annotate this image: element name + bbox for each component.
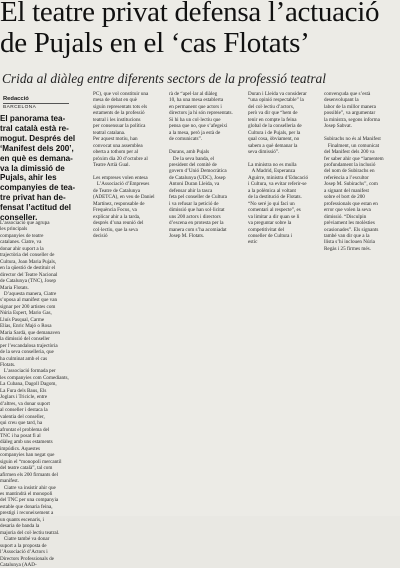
- headline-line-2: de Pujals en el ‘cas Flotats’: [0, 27, 310, 59]
- byline-city: BARCELONA: [3, 103, 69, 110]
- article-column-1: L’associació que agrupa les principals companyies de teatre catalanes. Ciatre, va donar ahir suport a la trajectòria del conseller de Cultura, Joan Maria Pujals, en la qüestió de destituir el director del Teatre Nacional de Catalunya (TNC), Josep Maria Flotats. D’aquesta manera, Ciatre s’oposa al manifest que van signar per 200 artistes com Núria Espert, Mario Gas, Lluís Pasqual, Carme Elías, Enric Majó o Rosa Maria Sardà, que demanaven la dimissió del conseller per l’escandalosa trajectòria de la seva conselleria, que ha culminat amb el cas Flotats. L’associació formada per les companyies com Comediants, La Cubana, Dagoll Dagom, La Fura dels Baus, Els Joglars i Tricicle, entre d’altres, va donar suport al conseller i destaca la valentia del conseller, qui creu que tard, ha afrontat el problema del TNC i ha posat fi al diàleg amb uns estaments impúdics. Aquestes companyies han negat que siguin el “monopoli mercantil del teatre català”, tal com afirmen els 200 firmants del manifest. Ciatre va insistir ahir que es mantindrà el monopoli del TNC per una companyia estable que donaria feina, prestigi i reconeixement a un quants escenaris, i desaria de banda la majoria del col·lectiu teatral. Ciatre també va donar suport a la proposta de l’Associació d’Actors i Directors Professionals de Catalunya (AAD-: [0, 220, 69, 568]
- byline: [3, 96, 69, 110]
- article-column-2: PC), que vol constituir una mesa de debat en què siguin representats tots els estaments de la professió teatral i les institucions per consensuar la política teatral catalana. Per aquest motiu, han convocat una assemblea oberta a tothom per al pròxim dia 20 d’octubre al Teatre Artià Gual. Les empreses volen entesa L’Associació d’Empreses de Teatre de Catalunya (ADETCA), en veu de Daniel Martínez, responsable de Frequència Focus, va explicar ahir a la tarda, després d’una reunió del col·lectiu, que la seva decisió: [93, 91, 155, 239]
- article-column-5: convençuda que s’està desenvolupant la labor de la millor manera possible”, va argumentar la ministra, segons informa Josep Sabvat. Subirachs no és al Manifest Finalment, un comunicat del Manifest dels 200 va fer saber ahir que “lamentem profundament la inclusió del nom de Subirachs en referència a l’escultor Josep M. Subirachs”, com a signant del manifest sobre el bort de 200 professionals que estan en error que volen la seva dimissió. “Disculpin prèviament les molèsties ocasionades”. Els signants també van dir que a la llista s’hi inclouen Núria Regàs i 25 firmes més.: [324, 91, 384, 252]
- article-column-3: rà de “apel·lar al diàleg 10, ha una mesa establerta en permanent que actors i directors ja hi són representats. Si hi ha un col·lectiu que pensa que no, que s’afegeixi a la mesa, però ja està de de comunicats”. Durans, amb Pujals De la seva banda, el president del comitè de govern d’Unió Democràtica de Catalunya (UDC), Josep Antoni Duran Lleida, va defensar ahir la tasca feta pel conseller de Cultura i va refusar la petició de dimissió que han sol·licitat uns 200 actors i directors d’escena en protesta per la manera com s’ha acomiadat Josep M. Flotats.: [169, 91, 233, 239]
- subheadline: Crida al diàleg entre diferents sectors de la professió teatral: [2, 71, 326, 86]
- headline: [0, 0, 400, 59]
- headline-line-1: El teatre privat defensa l’actuació: [0, 0, 380, 28]
- lead-paragraph: El panorama tea- tral català està re- mogut. Després del ‘Manifest dels 200’, en què es demana- va la dimissió de Pujals, ahir les companyies de tea- tre privat han de- fensat l’actitud del conseller.: [0, 114, 76, 223]
- byline-author: Redacció: [3, 96, 29, 102]
- article-column-4: Duran i Lleida va considerar “una opinió respectable” la del col·lectiu d’actors, però va dir que “hem de tenir en compte la feina global de la conselleria de Cultura i de Pujals, per la qual cosa, òbviament, no sabem a què demanar la seva dimissió”. La ministra no es mulla A Madrid, Esperanza Aguirre, ministra d’Educació i Cultura, va evitar referir-se a la polèmica al voltant de la destitució de Flotats. “No seré jo qui faci un comentari al respecte”, es va limitar a dir quan se li va preguntar sobre la competitivitat del conseller de Cultura i estic: [248, 91, 309, 246]
